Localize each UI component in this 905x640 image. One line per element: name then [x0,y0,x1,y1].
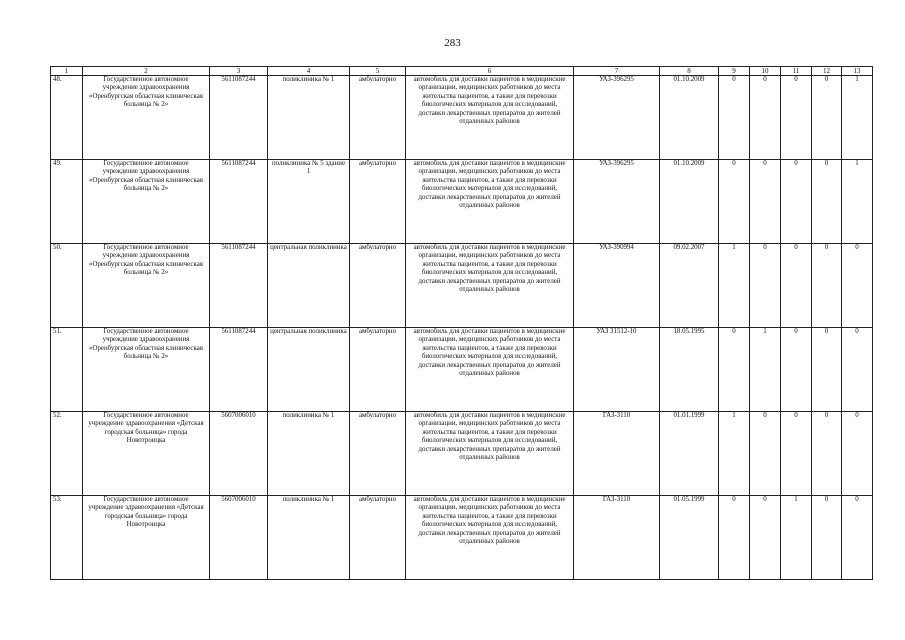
column-number: 10 [750,67,781,76]
column-number: 7 [574,67,660,76]
row-number: 53. [51,496,83,580]
vehicle-model: УАЗ 31512-10 [574,328,660,412]
col-11-value: 0 [781,76,812,160]
col-10-value: 1 [750,328,781,412]
page-number: 283 [444,37,461,49]
column-number: 6 [406,67,574,76]
subdivision: центральная поликлиника [268,328,350,412]
column-number: 1 [51,67,83,76]
column-number: 3 [210,67,268,76]
inn-code: 5611087244 [210,76,268,160]
col-13-value: 0 [842,496,873,580]
column-number: 12 [812,67,842,76]
subdivision: центральная поликлиника [268,244,350,328]
subdivision: поликлиника № 5 здание 1 [268,160,350,244]
col-11-value: 0 [781,160,812,244]
col-9-value: 0 [719,496,750,580]
vehicle-purpose: автомобиль для доставки пациентов в медицинские организации, медицинских работников до места жительства пациентов, а также для перевозки биологических материалов для исследований, доставки лекарственных препаратов до жителей отдаленных районов [406,496,574,580]
row-number: 52. [51,412,83,496]
column-number-row [51,67,873,76]
subdivision: поликлиника № 1 [268,412,350,496]
organization-name: Государственное автономное учреждение здравоохранения «Детская городская больница» города Новотроицка [83,412,210,496]
col-10-value: 0 [750,244,781,328]
subdivision: поликлиника № 1 [268,76,350,160]
row-number: 48. [51,76,83,160]
vehicle-model: УАЗ-390994 [574,244,660,328]
col-9-value: 1 [719,412,750,496]
vehicle-purpose: автомобиль для доставки пациентов в медицинские организации, медицинских работников до места жительства пациентов, а также для перевозки биологических материалов для исследований, доставки лекарственных препаратов до жителей отдаленных районов [406,328,574,412]
col-13-value: 1 [842,76,873,160]
table-row [51,244,873,328]
vehicle-date: 01.01.1999 [660,412,719,496]
care-type: амбулаторно [350,244,406,328]
column-number: 13 [842,67,873,76]
col-9-value: 0 [719,328,750,412]
vehicle-date: 01.05.1999 [660,496,719,580]
col-10-value: 0 [750,76,781,160]
vehicle-purpose: автомобиль для доставки пациентов в медицинские организации, медицинских работников до места жительства пациентов, а также для перевозки биологических материалов для исследований, доставки лекарственных препаратов до жителей отдаленных районов [406,412,574,496]
subdivision: поликлиника № 1 [268,496,350,580]
col-9-value: 1 [719,244,750,328]
row-number: 50. [51,244,83,328]
vehicle-date: 01.10.2009 [660,76,719,160]
column-number: 5 [350,67,406,76]
inn-code: 5607006010 [210,496,268,580]
vehicle-purpose: автомобиль для доставки пациентов в медицинские организации, медицинских работников до места жительства пациентов, а также для перевозки биологических материалов для исследований, доставки лекарственных препаратов до жителей отдаленных районов [406,160,574,244]
col-11-value: 1 [781,496,812,580]
row-number: 49. [51,160,83,244]
vehicle-date: 09.02.2007 [660,244,719,328]
col-12-value: 0 [812,244,842,328]
col-13-value: 0 [842,412,873,496]
column-number: 2 [83,67,210,76]
col-12-value: 0 [812,496,842,580]
vehicle-model: ГАЗ-3110 [574,496,660,580]
table-row [51,412,873,496]
col-10-value: 0 [750,496,781,580]
vehicle-purpose: автомобиль для доставки пациентов в медицинские организации, медицинских работников до места жительства пациентов, а также для перевозки биологических материалов для исследований, доставки лекарственных препаратов до жителей отдаленных районов [406,244,574,328]
col-11-value: 0 [781,328,812,412]
col-10-value: 0 [750,160,781,244]
column-number: 8 [660,67,719,76]
col-13-value: 1 [842,160,873,244]
col-12-value: 0 [812,76,842,160]
col-10-value: 0 [750,412,781,496]
organization-name: Государственное автономное учреждение здравоохранения «Оренбургская областная клиническая больница № 2» [83,76,210,160]
care-type: амбулаторно [350,160,406,244]
organization-name: Государственное автономное учреждение здравоохранения «Оренбургская областная клиническая больница № 2» [83,244,210,328]
care-type: амбулаторно [350,328,406,412]
organization-name: Государственное автономное учреждение здравоохранения «Детская городская больница» города Новотроицка [83,496,210,580]
inn-code: 5611087244 [210,328,268,412]
col-13-value: 0 [842,244,873,328]
care-type: амбулаторно [350,412,406,496]
col-12-value: 0 [812,328,842,412]
care-type: амбулаторно [350,76,406,160]
vehicle-date: 01.10.2009 [660,160,719,244]
col-12-value: 0 [812,160,842,244]
column-number: 4 [268,67,350,76]
inn-code: 5611087244 [210,160,268,244]
col-11-value: 0 [781,412,812,496]
vehicle-model: УАЗ-396295 [574,160,660,244]
table-row [51,160,873,244]
table-row [51,76,873,160]
registry-table [50,66,873,580]
table-row [51,328,873,412]
vehicle-purpose: автомобиль для доставки пациентов в медицинские организации, медицинских работников до места жительства пациентов, а также для перевозки биологических материалов для исследований, доставки лекарственных препаратов до жителей отдаленных районов [406,76,574,160]
inn-code: 5611087244 [210,244,268,328]
col-9-value: 0 [719,76,750,160]
column-number: 11 [781,67,812,76]
col-12-value: 0 [812,412,842,496]
vehicle-model: ГАЗ-3110 [574,412,660,496]
column-number: 9 [719,67,750,76]
inn-code: 5607006010 [210,412,268,496]
table-row [51,496,873,580]
col-11-value: 0 [781,244,812,328]
col-9-value: 0 [719,160,750,244]
care-type: амбулаторно [350,496,406,580]
organization-name: Государственное автономное учреждение здравоохранения «Оренбургская областная клиническая больница № 2» [83,160,210,244]
vehicle-date: 18.05.1995 [660,328,719,412]
organization-name: Государственное автономное учреждение здравоохранения «Оренбургская областная клиническая больница № 2» [83,328,210,412]
col-13-value: 0 [842,328,873,412]
row-number: 51. [51,328,83,412]
vehicle-model: УАЗ-396295 [574,76,660,160]
